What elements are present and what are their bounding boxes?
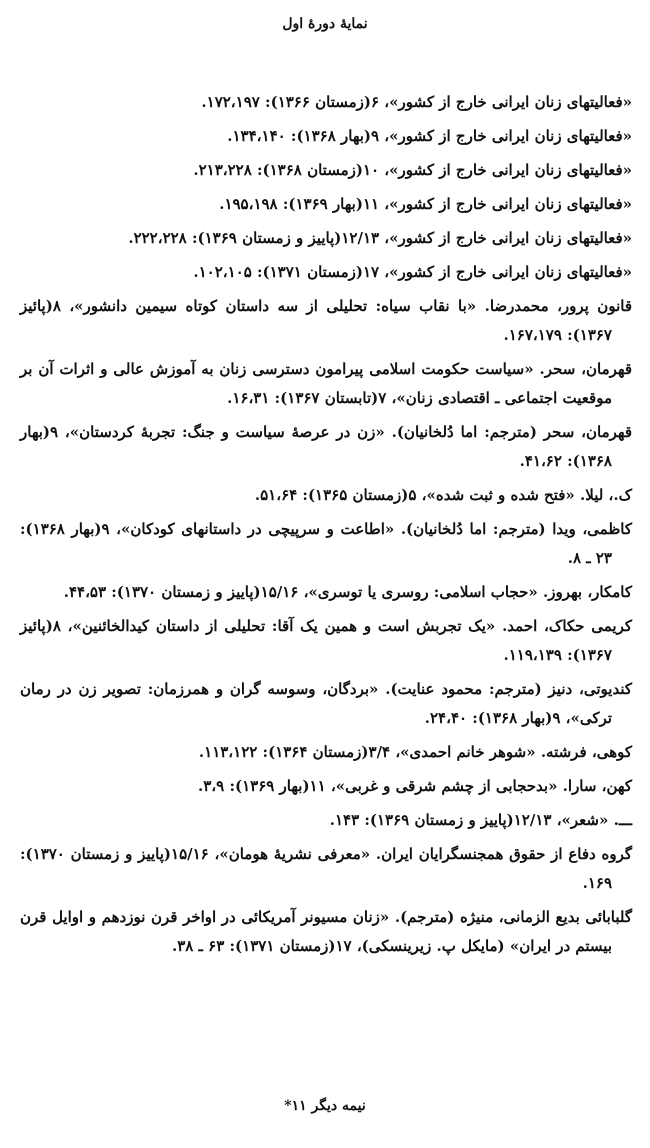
index-entry: کهن، سارا. «بدحجابی از چشم شرقی و غربی»، ۱۱(بهار ۱۳۶۹): ۳،۹. — [198, 777, 632, 795]
index-entry: «فعالیتهای زنان ایرانی خارج از کشور»، ۱۱(بهار ۱۳۶۹): ۱۹۵،۱۹۸. — [219, 195, 632, 213]
index-entry: قانون پرور، محمدرضا. «با نقاب سیاه: تحلیلی از سه داستان کوتاه سیمین دانشور»، ۸(پائیز ۱۳۶۷): ۱۶۷،۱۷۹. — [20, 297, 632, 344]
index-entry: کندیوتی، دنیز (مترجم: محمود عنایت). «بردگان، وسوسه گران و همرزمان: تصویر زن در رمان ترکی»، ۹(بهار ۱۳۶۸): ۲۴،۴۰. — [20, 680, 632, 727]
index-entry: «فعالیتهای زنان ایرانی خارج از کشور»، ۹(بهار ۱۳۶۸): ۱۳۴،۱۴۰. — [227, 127, 632, 145]
index-entry: کوهی، فرشته. «شوهر خانم احمدی»، ۳/۴(زمستان ۱۳۶۴): ۱۱۳،۱۲۲. — [198, 743, 632, 761]
index-entry: کاظمی، ویدا (مترجم: اما دُلخانیان). «اطاعت و سرپیچی در داستانهای کودکان»، ۹(بهار ۱۳۶۸): ۲۳ ـ ۸. — [20, 520, 632, 567]
index-entry: کامکار، بهروز. «حجاب اسلامی: روسری یا توسری»، ۱۵/۱۶(پاییز و زمستان ۱۳۷۰): ۴۴،۵۳. — [63, 583, 632, 601]
page-footer: نیمه دیگر ۱۱* — [284, 1098, 366, 1114]
index-entry: کریمی حکاک، احمد. «یک تجربش است و همین یک آقا: تحلیلی از داستان کیدالخائنین»، ۸(پائیز ۱۳۶۷): ۱۱۹،۱۳۹. — [20, 617, 632, 664]
index-entry: «فعالیتهای زنان ایرانی خارج از کشور»، ۶(زمستان ۱۳۶۶): ۱۷۲،۱۹۷. — [201, 93, 632, 111]
index-entry: گروه دفاع از حقوق همجنسگرایان ایران. «معرفی نشریهٔ هومان»، ۱۵/۱۶(پاییز و زمستان ۱۳۷۰): ۱۶۹. — [20, 845, 632, 892]
index-entry: گلبابائی بدیع الزمانی، منیژه (مترجم). «زنان مسیونر آمریکائی در اواخر قرن نوزدهم و اوایل قرن بیستم در ایران» (مایکل پ. زیرینسکی)، ۱۷(زمستان ۱۳۷۱): ۶۳ ـ ۳۸. — [20, 908, 632, 955]
index-entry: قهرمان، سحر (مترجم: اما دُلخانیان). «زن در عرصهٔ سیاست و جنگ: تجربهٔ کردستان»، ۹(بهار ۱۳۶۸): ۴۱،۶۲. — [20, 423, 632, 470]
page-header: نمایهٔ دورهٔ اول — [282, 16, 368, 32]
index-entry: «فعالیتهای زنان ایرانی خارج از کشور»، ۱۰(زمستان ۱۳۶۸): ۲۱۳،۲۲۸. — [193, 161, 632, 179]
index-entry: ک.، لیلا. «فتح شده و ثبت شده»، ۵(زمستان ۱۳۶۵): ۵۱،۶۴. — [254, 486, 632, 504]
index-entries — [20, 88, 632, 966]
index-entry: ـــ. «شعر»، ۱۲/۱۳(پاییز و زمستان ۱۳۶۹): ۱۴۳. — [329, 811, 632, 829]
index-entry: «فعالیتهای زنان ایرانی خارج از کشور»، ۱۲/۱۳(پاییز و زمستان ۱۳۶۹): ۲۲۲،۲۲۸. — [128, 229, 632, 247]
index-entry: «فعالیتهای زنان ایرانی خارج از کشور»، ۱۷(زمستان ۱۳۷۱): ۱۰۲،۱۰۵. — [193, 263, 632, 281]
index-entry: قهرمان، سحر. «سیاست حکومت اسلامی پیرامون دسترسی زنان به آموزش عالی و اثرات آن بر موقعیت اجتماعی ـ اقتصادی زنان»، ۷(تابستان ۱۳۶۷): ۱۶،۳۱. — [20, 360, 632, 407]
